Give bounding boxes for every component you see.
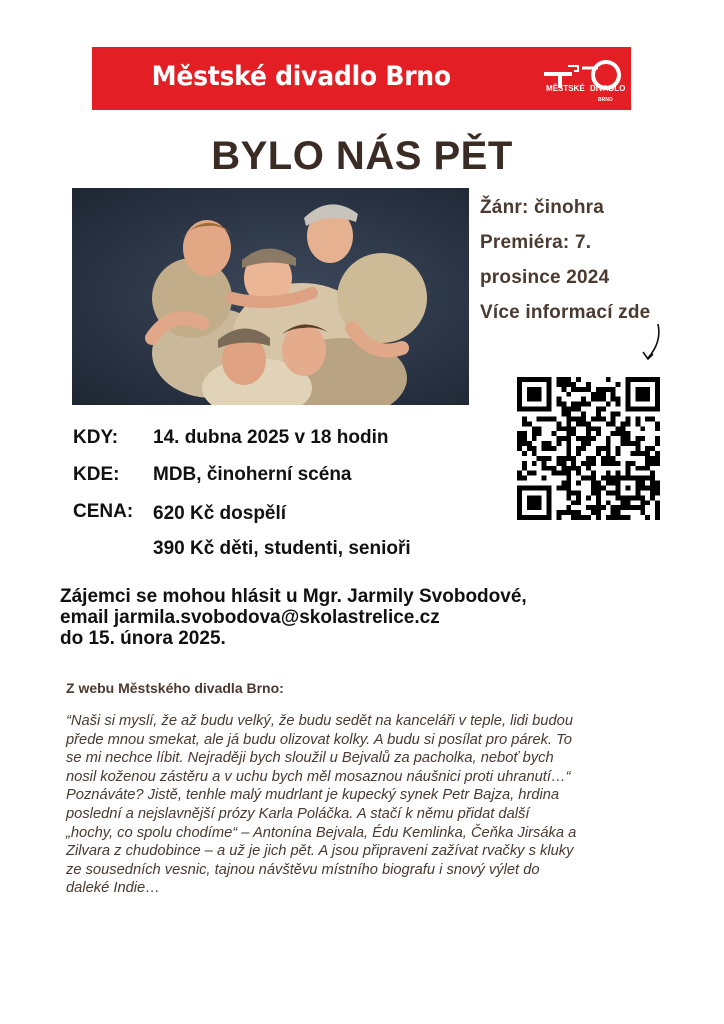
quote-line: přede mnou smekat, ale já budu olizovat kolky. A budu si posílat pro párek. To — [66, 731, 572, 748]
quote-line: „hochy, co spolu chodíme“ – Antonína Bejvala, Édu Kemlinka, Čeňka Jirsáka a — [66, 824, 577, 841]
contact-line-2: email jarmila.svobodova@skolastrelice.cz — [60, 607, 440, 628]
quote-line: Poznáváte? Jistě, tenhle malý mudrlant je kupecký synek Petr Bajza, hrdina — [66, 787, 560, 804]
banner-title: Městské divadlo Brno — [151, 61, 451, 92]
quote-line: Zilvara z chudobince – a už je jich pět. A jsou připraveni zažívat rvačky s kluky — [66, 843, 574, 860]
price-label: CENA: — [73, 501, 134, 522]
contact-info — [60, 586, 527, 649]
quote-line: se mi nechce líbit. Nejraději bych sloužil u Bejvalů za pacholka, neboť bych — [66, 750, 554, 767]
premiere-line: Premiéra: 7. — [480, 232, 592, 253]
where-value: MDB, činoherní scéna — [153, 464, 352, 485]
premiere-date-line: prosince 2024 — [480, 267, 610, 288]
quote-line: nosil koženou zástěru a v uchu bych měl mosaznou náušnici proti uhranutí…“ — [66, 768, 571, 785]
more-info-line: Více informací zde — [480, 302, 651, 323]
arrow-down-icon — [638, 322, 668, 364]
when-label: KDY: — [73, 427, 119, 448]
quote-line: “Naši si myslí, že až budu velký, že budu sedět na kanceláři v teple, lidi budou — [66, 713, 573, 729]
genre-line: Žánr: činohra — [480, 197, 605, 218]
play-info — [480, 190, 650, 330]
web-excerpt-quote — [66, 712, 676, 898]
play-title: BYLO NÁS PĚT — [211, 134, 513, 178]
contact-line-3: do 15. února 2025. — [60, 628, 226, 649]
theatre-logo — [538, 54, 624, 104]
logo-text-left: MĚSTSKÉ — [546, 84, 585, 93]
price-reduced: 390 Kč děti, studenti, senioři — [153, 538, 411, 559]
when-value: 14. dubna 2025 v 18 hodin — [153, 427, 389, 448]
actors-photo — [72, 188, 469, 405]
qr-code[interactable] — [517, 377, 660, 520]
logo-text-small: BRNO — [598, 97, 613, 103]
web-excerpt-heading: Z webu Městského divadla Brno: — [66, 680, 284, 696]
contact-line-1: Zájemci se mohou hlásit u Mgr. Jarmily Svobodové, — [60, 586, 527, 607]
quote-line: ze sousedních vesnic, tajnou návštěvu místního biografu i snový výlet do — [66, 861, 540, 878]
logo-text-right: DIVADLO — [590, 84, 626, 93]
quote-line: poslední a nejslavnější prózy Karla Poláčka. A stačí k němu přidat další — [66, 805, 530, 822]
price-adult: 620 Kč dospělí — [153, 503, 287, 524]
quote-line: daleké Indie… — [66, 880, 160, 897]
where-label: KDE: — [73, 464, 120, 485]
theatre-banner — [92, 47, 631, 110]
